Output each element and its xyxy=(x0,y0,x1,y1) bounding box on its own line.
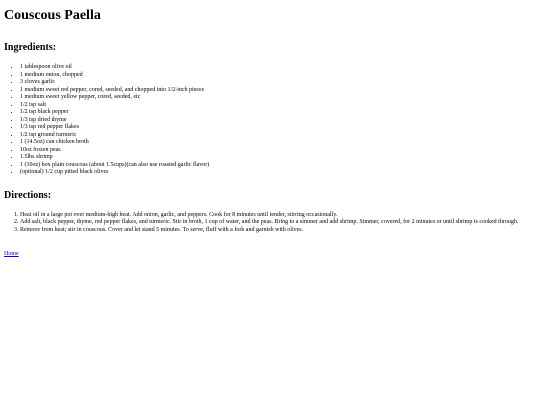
ingredient-item: • 1/2 tsp ground turmeric xyxy=(20,132,536,140)
direction-step: 1. Heat oil in a large pot over medium-high heat. Add onion, garlic, and peppers. Cook for 8 minutes until tender, stirring occasionally. xyxy=(20,212,536,220)
ingredient-item: • 1 medium sweet yellow pepper, cored, seeded, etc xyxy=(20,94,536,102)
direction-step: 2. Add salt, black pepper, thyme, red pepper flakes, and turmeric. Stir in broth, 1 cup of water, and the peas. Bring to a simmer and add shrimp. Simmer, covered, for 2 minutes or until shrimp is cooked through. xyxy=(20,219,536,227)
direction-step: 3. Remove from heat; stir in couscous. Cover and let stand 5 minutes. To serve, fluff with a fork and garnish with olives. xyxy=(20,227,536,235)
ingredient-item: • 1 medium sweet red pepper, cored, seeded, and chopped into 1/2-inch pieces xyxy=(20,87,536,95)
ingredient-item: • 1 (10oz) box plain couscous (about 1.5cups)(can also use roasted garlic flavor) xyxy=(20,162,536,170)
directions-list xyxy=(4,212,536,235)
page-title: Couscous Paella xyxy=(4,8,101,23)
ingredients-list xyxy=(4,64,536,177)
ingredient-item: • 1 (14.5oz) can chicken broth xyxy=(20,139,536,147)
ingredient-item: • 3 cloves garlic xyxy=(20,79,536,87)
ingredient-item: • 1.5lbs shrimp xyxy=(20,154,536,162)
ingredient-item: • 10oz frozen peas xyxy=(20,147,536,155)
ingredient-item: • 1/2 tsp salt xyxy=(20,102,536,110)
home-link[interactable]: Home xyxy=(4,251,19,257)
ingredient-item: • 1/3 tsp dried thyme xyxy=(20,117,536,125)
ingredient-item: • 1 medium onion, chopped xyxy=(20,72,536,80)
ingredient-item: • 1/3 tsp red pepper flakes xyxy=(20,124,536,132)
ingredients-heading: Ingredients: xyxy=(4,42,57,53)
ingredient-item: • 1/2 tsp black pepper xyxy=(20,109,536,117)
directions-heading: Directions: xyxy=(4,189,52,201)
ingredient-item: • (optional) 1/2 cup pitted black olives xyxy=(20,169,536,177)
ingredient-item: • 1 tablespoon olive oil xyxy=(20,64,536,72)
